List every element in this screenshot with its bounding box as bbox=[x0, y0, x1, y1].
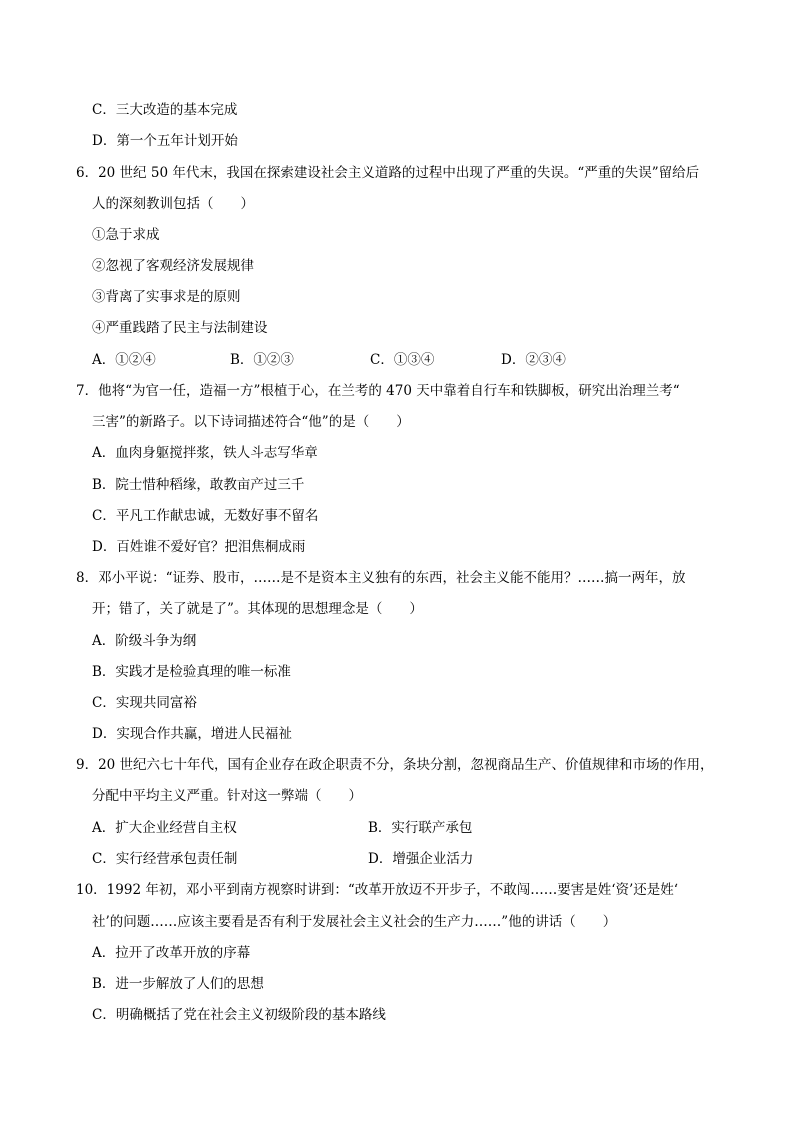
q9-stem-line2: 分配中平均主义严重。针对这一弊端（ ） bbox=[92, 788, 362, 804]
q7-option-a: A．血肉身躯搅拌浆，铁人斗志写华章 bbox=[92, 445, 318, 461]
q9-option-d: D．增强企业活力 bbox=[368, 851, 474, 867]
q10-option-b: B．进一步解放了人们的思想 bbox=[92, 976, 264, 992]
q8-option-b: B．实践才是检验真理的唯一标准 bbox=[92, 664, 291, 680]
q6-option-b: B．①②③ bbox=[230, 352, 294, 368]
q8-stem-line2: 开；错了，关了就是了”。其体现的思想理念是（ ） bbox=[92, 601, 423, 617]
q6-option-d: D．②③④ bbox=[501, 352, 566, 368]
q10-option-a: A．拉开了改革开放的序幕 bbox=[92, 945, 251, 961]
q9-option-b: B．实行联产承包 bbox=[368, 820, 473, 836]
q7-stem-line2: 三害”的新路子。以下诗词描述符合“他”的是（ ） bbox=[92, 414, 410, 430]
q7-stem-line1: 7．他将“为官一任，造福一方”根植于心，在兰考的 470 天中靠着自行车和铁脚板，研究出治理兰考“ bbox=[76, 383, 680, 399]
q6-item-1: ①急于求成 bbox=[92, 227, 160, 243]
q6-option-c: C．①③④ bbox=[370, 352, 435, 368]
q6-stem-line1: 6．20 世纪 50 年代末，我国在探索建设社会主义道路的过程中出现了严重的失误。“严重的失误”留给后 bbox=[76, 165, 700, 181]
q10-stem-line2: 社’的问题……应该主要看是否有利于发展社会主义社会的生产力……”他的讲话（ ） bbox=[92, 914, 617, 930]
q6-stem-line2: 人的深刻教训包括（ ） bbox=[92, 196, 254, 212]
q7-option-d: D．百姓谁不爱好官？把泪焦桐成雨 bbox=[92, 539, 306, 555]
q9-option-a: A．扩大企业经营自主权 bbox=[92, 820, 237, 836]
q5-option-d: D．第一个五年计划开始 bbox=[92, 133, 238, 149]
q8-option-d: D．实现合作共赢，增进人民福祉 bbox=[92, 726, 292, 742]
q7-option-b: B．院士惜种稻缘，敢教亩产过三千 bbox=[92, 477, 305, 493]
q6-option-a: A．①②④ bbox=[92, 352, 156, 368]
q8-stem-line1: 8．邓小平说：“证券、股市，……是不是资本主义独有的东西，社会主义能不能用？……搞一两年，放 bbox=[76, 570, 686, 586]
q5-option-c: C．三大改造的基本完成 bbox=[92, 102, 238, 118]
q9-stem-line1: 9．20 世纪六七十年代，国有企业存在政企职责不分，条块分割，忽视商品生产、价值规律和市场的作用， bbox=[76, 757, 714, 773]
q10-stem-line1: 10．1992 年初，邓小平到南方视察时讲到：“改革开放迈不开步子，不敢闯……要害是姓‘资’还是姓‘ bbox=[76, 882, 679, 898]
q8-option-a: A．阶级斗争为纲 bbox=[92, 633, 197, 649]
q6-item-3: ③背离了实事求是的原则 bbox=[92, 289, 241, 305]
q6-item-2: ②忽视了客观经济发展规律 bbox=[92, 258, 254, 274]
q9-option-c: C．实行经营承包责任制 bbox=[92, 851, 238, 867]
q7-option-c: C．平凡工作献忠诚，无数好事不留名 bbox=[92, 508, 319, 524]
q10-option-c: C．明确概括了党在社会主义初级阶段的基本路线 bbox=[92, 1007, 386, 1023]
q8-option-c: C．实现共同富裕 bbox=[92, 695, 197, 711]
q6-item-4: ④严重践踏了民主与法制建设 bbox=[92, 320, 268, 336]
